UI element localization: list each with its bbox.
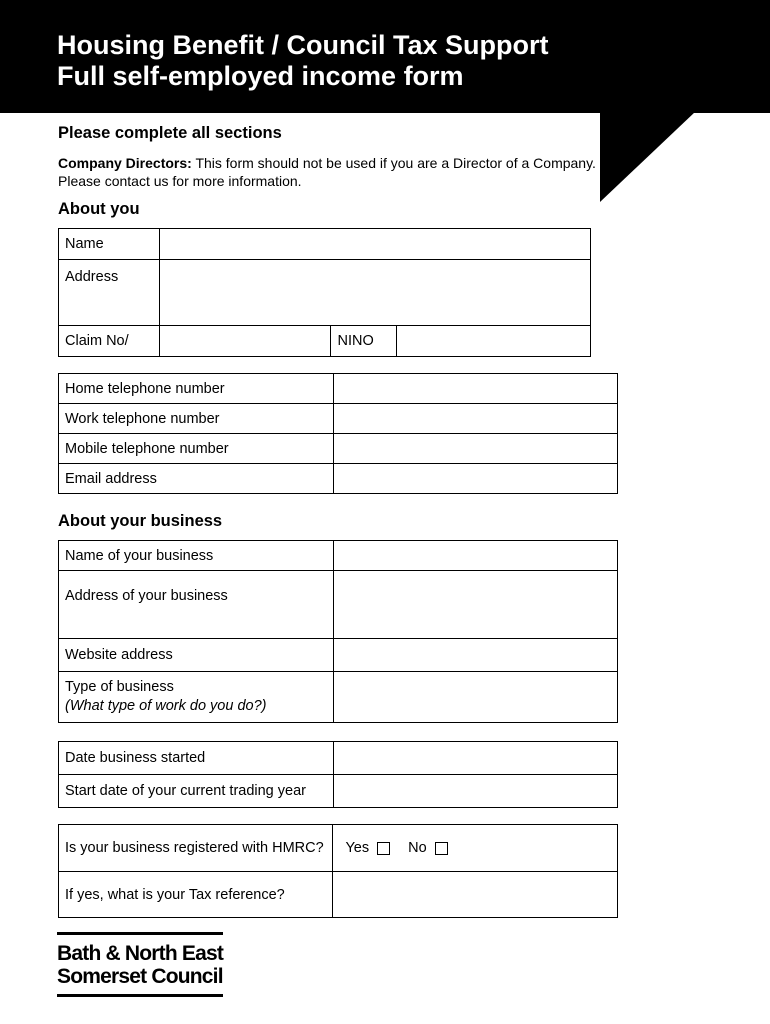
nino-label: NINO	[331, 326, 397, 357]
email-field[interactable]	[333, 464, 617, 494]
trading-year-field[interactable]	[333, 775, 617, 808]
yes-checkbox[interactable]	[377, 842, 390, 855]
page-title	[57, 30, 549, 92]
tax-reference-field[interactable]	[333, 872, 618, 918]
no-label: No	[408, 840, 427, 856]
claim-no-label: Claim No/	[59, 326, 160, 357]
council-logo	[57, 932, 223, 997]
name-label: Name	[59, 229, 160, 260]
website-label: Website address	[59, 639, 334, 672]
business-type-label	[59, 672, 334, 723]
work-telephone-label: Work telephone number	[59, 404, 334, 434]
hmrc-answer-cell	[333, 825, 618, 872]
address-label: Address	[59, 260, 160, 326]
about-you-table	[58, 228, 591, 357]
yes-label: Yes	[345, 840, 370, 856]
title-line-1: Housing Benefit / Council Tax Support	[57, 30, 549, 60]
nino-field[interactable]	[397, 326, 591, 357]
business-table	[58, 540, 618, 723]
instructions-heading: Please complete all sections	[58, 124, 282, 142]
contact-table	[58, 373, 618, 494]
hmrc-question: Is your business registered with HMRC?	[59, 825, 333, 872]
business-type-text: Type of business	[65, 679, 174, 695]
business-address-field[interactable]	[333, 571, 617, 639]
business-type-hint: (What type of work do you do?)	[65, 698, 267, 714]
home-telephone-label: Home telephone number	[59, 374, 334, 404]
business-name-label: Name of your business	[59, 541, 334, 571]
website-field[interactable]	[333, 639, 617, 672]
claim-no-field[interactable]	[159, 326, 331, 357]
mobile-telephone-label: Mobile telephone number	[59, 434, 334, 464]
no-checkbox[interactable]	[435, 842, 448, 855]
business-type-field[interactable]	[333, 672, 617, 723]
about-business-heading: About your business	[58, 512, 223, 530]
email-label: Email address	[59, 464, 334, 494]
mobile-telephone-field[interactable]	[333, 434, 617, 464]
date-started-field[interactable]	[333, 742, 617, 775]
logo-bottom-rule	[57, 994, 223, 997]
directors-note-label: Company Directors:	[58, 155, 192, 171]
address-field[interactable]	[159, 260, 590, 326]
dates-table	[58, 741, 618, 808]
tax-reference-label: If yes, what is your Tax reference?	[59, 872, 333, 918]
business-address-label: Address of your business	[59, 571, 334, 639]
about-you-heading: About you	[58, 200, 140, 218]
title-line-2: Full self-employed income form	[57, 61, 464, 91]
work-telephone-field[interactable]	[333, 404, 617, 434]
logo-line-2: Somerset Council	[57, 965, 223, 988]
hmrc-table	[58, 824, 618, 918]
trading-year-label: Start date of your current trading year	[59, 775, 334, 808]
logo-line-1: Bath & North East	[57, 942, 224, 965]
name-field[interactable]	[159, 229, 590, 260]
logo-text	[57, 935, 223, 994]
directors-note	[58, 154, 598, 190]
business-name-field[interactable]	[333, 541, 617, 571]
header-banner	[0, 0, 770, 113]
home-telephone-field[interactable]	[333, 374, 617, 404]
directors-note-text: This form should not be used if you are a Director of a Company. Please contact us for more information.	[58, 155, 596, 189]
date-started-label: Date business started	[59, 742, 334, 775]
hmrc-options	[345, 840, 617, 856]
